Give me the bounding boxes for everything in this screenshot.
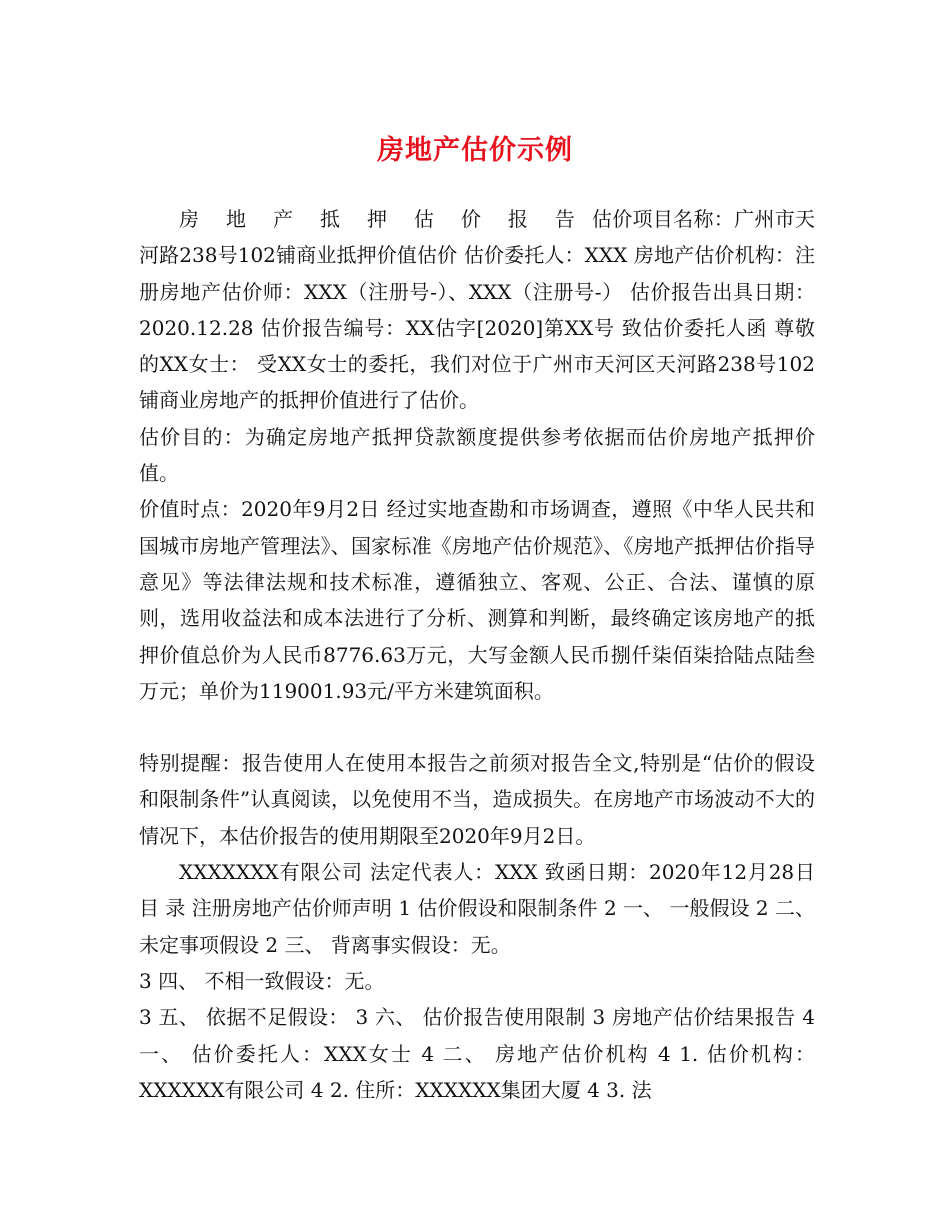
report-intro-text: 估价项目名称：广州市天河路238号102铺商业抵押价值估价 估价委托人：XXX 房地产估价机构：注册房地产估价师：XXX（注册号-）、XXX（注册号-） 估价报告出具日期：2020.12.28 估价报告编号：XX估字[2020]第XX号 致估价委托人函 尊敬的XX女士： 受XX女士的委托，我们对位于广州市天河区天河路238号102铺商业房地产的抵押价值进行了估价。 — [139, 207, 816, 413]
paragraph-contents-line-2: 3 四、 不相一致假设：无。 — [139, 968, 385, 993]
paragraph-report-header — [139, 201, 815, 419]
paragraph-gap — [139, 709, 815, 745]
paragraph-contents-line-3: 3 五、 依据不足假设： 3 六、 估价报告使用限制 3 房地产估价结果报告 4 一、 估价委托人：XXX女士 4 二、 房地产估价机构 4 1. 估价机构：XXXXXX有限公司 4 2. 住所：XXXXXX集团大厦 4 3. 法 — [139, 1005, 815, 1102]
document-body — [139, 201, 815, 1108]
document-title: 房地产估价示例 — [377, 135, 573, 166]
paragraph-company-and-contents: XXXXXXX有限公司 法定代表人：XXX 致函日期：2020年12月28日 目 录 注册房地产估价师声明 1 估价假设和限制条件 2 一、 一般假设 2 二、 未定事项假设 2 三、 背离事实假设：无。 — [139, 860, 815, 957]
report-heading: 房 地 产 抵 押 估 价 报 告 — [179, 207, 586, 231]
paragraph-value-date: 价值时点：2020年9月2日 经过实地查勘和市场调查，遵照《中华人民共和国城市房地产管理法》、国家标准《房地产估价规范》、《房地产抵押估价指导意见》等法律法规和技术标准，遵循独立、客观、公正、合法、谨慎的原则，选用收益法和成本法进行了分析、测算和判断，最终确定该房地产的抵押价值总价为人民币8776.63万元，大写金额人民币捌仟柒佰柒拾陆点陆叁万元；单价为119001.93元/平方米建筑面积。 — [139, 497, 815, 703]
paragraph-special-reminder: 特别提醒：报告使用人在使用本报告之前须对报告全文,特别是“估价的假设和限制条件”认真阅读，以免使用不当，造成损失。在房地产市场波动不大的情况下，本估价报告的使用期限至2020年9月2日。 — [139, 751, 815, 848]
paragraph-purpose: 估价目的：为确定房地产抵押贷款额度提供参考依据而估价房地产抵押价值。 — [139, 424, 815, 486]
